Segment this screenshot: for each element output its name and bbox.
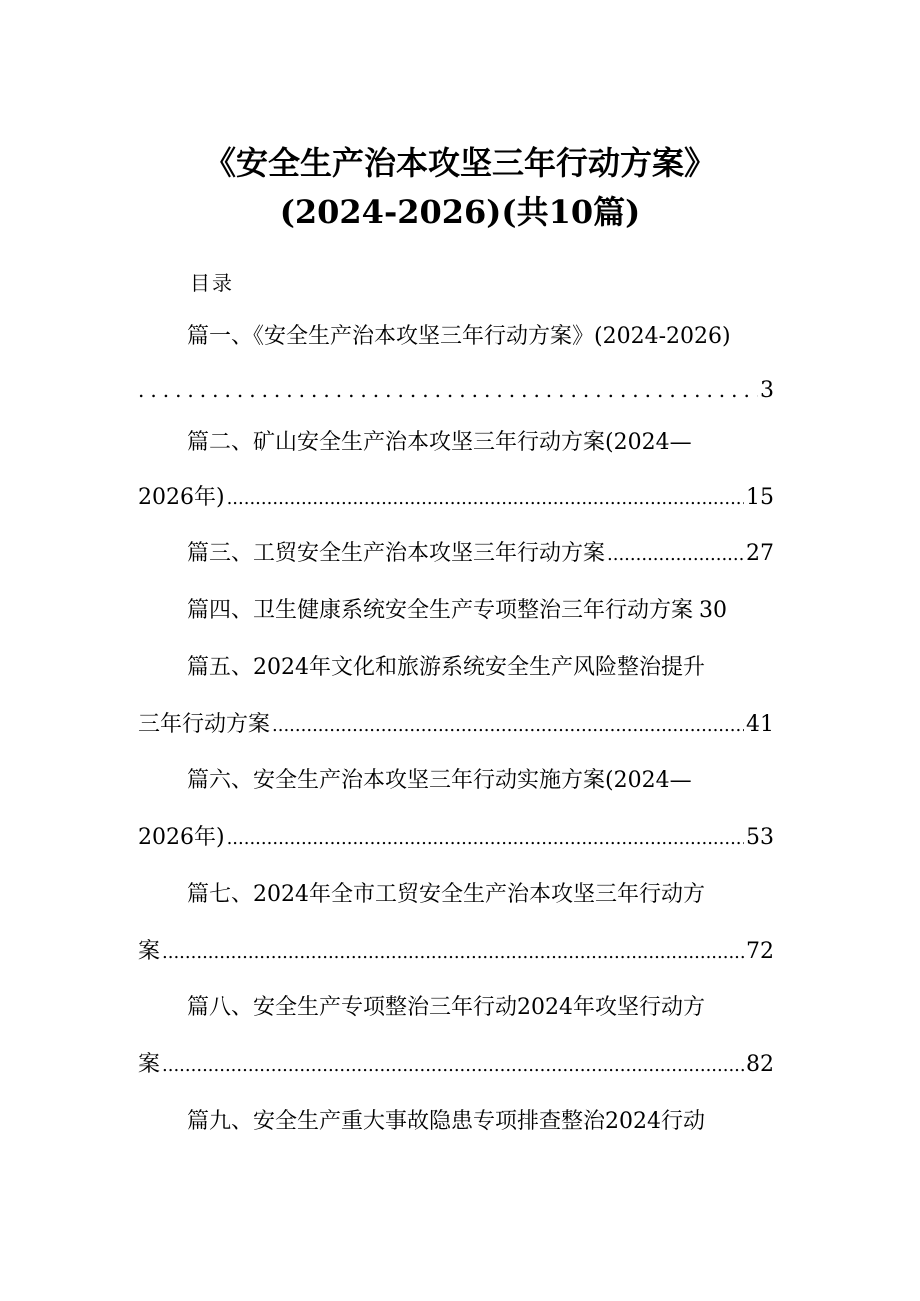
dot-leader [607,538,744,572]
toc-entry-5-title-cont: 三年行动方案 [138,712,271,737]
toc-entry-6-page: 53 [746,825,774,850]
toc-entry-1-page: 3 [760,378,774,403]
dot-leader [138,373,758,407]
toc-entry-3-page: 27 [746,541,774,566]
toc-entry-4-title: 篇四、卫生健康系统安全生产专项整治三年行动方案 [187,598,694,623]
toc-entry-2-title-cont: 2026年) [138,485,225,510]
toc-entry-2-title: 篇二、矿山安全生产治本攻坚三年行动方案(2024— [187,430,692,455]
toc-entry-8-title-cont: 案 [138,1052,161,1077]
toc-entry-8-leader-row [138,1048,774,1082]
toc-entry-5-page: 41 [746,712,774,737]
dot-leader [227,822,744,856]
toc-entry-3 [187,537,774,571]
toc-entry-7-title: 篇七、2024年全市工贸安全生产治本攻坚三年行动方 [187,882,705,907]
toc-entry-9-title: 篇九、安全生产重大事故隐患专项排查整治2024行动 [187,1109,705,1134]
toc-entry-3-title: 篇三、工贸安全生产治本攻坚三年行动方案 [187,541,606,566]
toc-entry-7-title-cont: 案 [138,939,161,964]
dot-leader [162,936,744,970]
dot-leader [162,1049,744,1083]
toc-entry-2-leader-row [138,481,774,515]
toc-entry-8-title: 篇八、安全生产专项整治三年行动2024年攻坚行动方 [187,995,705,1020]
toc-entry-6-title-cont: 2026年) [138,825,225,850]
toc-entry-1-leader-row [138,373,774,407]
toc-entry-7-page: 72 [746,939,774,964]
document-title-line2: (2024-2026)(共10篇) [279,193,641,231]
toc-entry-4-page: 30 [699,598,728,623]
toc-entry-8-page: 82 [746,1052,774,1077]
toc-heading: 目录 [190,271,234,295]
toc-entry-2-page: 15 [746,485,774,510]
toc-entry-7-leader-row [138,935,774,969]
toc-entry-5-leader-row [138,708,774,742]
toc-entry-1-title: 篇一、《安全生产治本攻坚三年行动方案》(2024-2026) [187,324,731,349]
toc-entry-4 [187,594,774,628]
toc-entry-6-title: 篇六、安全生产治本攻坚三年行动实施方案(2024— [187,768,692,793]
dot-leader [272,709,744,743]
toc-entry-6-leader-row [138,821,774,855]
document-title-line1: 《安全生产治本攻坚三年行动方案》 [203,144,716,182]
dot-leader [227,482,744,516]
toc-entry-5-title: 篇五、2024年文化和旅游系统安全生产风险整治提升 [187,655,705,680]
